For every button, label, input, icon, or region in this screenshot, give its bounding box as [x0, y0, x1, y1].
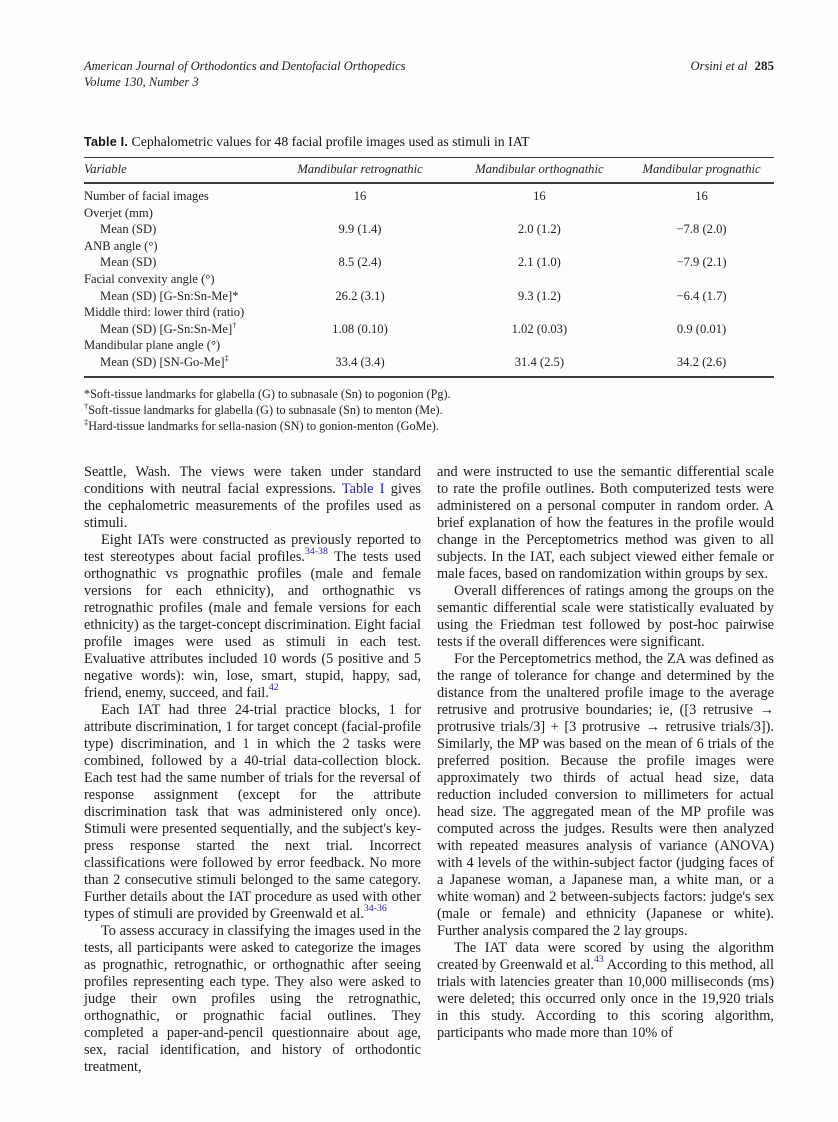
cell-value: [450, 338, 629, 355]
paragraph: [84, 923, 421, 1076]
table-header-row: [84, 158, 774, 184]
paragraph: [84, 464, 421, 532]
cell-value: 8.5 (2.4): [338, 255, 382, 270]
cell-value: 26.2 (3.1): [335, 288, 385, 303]
journal-title: American Journal of Orthodontics and Dentofacial Orthopedics: [84, 59, 406, 73]
paragraph: [84, 702, 421, 923]
table-row: [84, 205, 774, 222]
table-body: [84, 183, 774, 377]
cell-value: [450, 238, 629, 255]
text-segment: and were instructed to use the semantic differential scale to rate the profile outlines. Both computerized tests were administered on a personal computer in random order. A brief explanation of how the features in the profile would change in the Perceptometrics method was given to all subjects. In the IAT, each subject viewed either female or male faces, based on randomization within groups by sex.: [437, 463, 774, 582]
table-row: [84, 255, 774, 272]
body-text: [84, 464, 774, 1076]
column-header-variable: Variable: [84, 158, 270, 184]
cell-value: [629, 205, 774, 222]
cell-value: [450, 205, 629, 222]
paragraph: [437, 464, 774, 583]
cell-value: [270, 205, 449, 222]
citation-ref-link[interactable]: 43: [594, 953, 604, 965]
cell-value: [270, 271, 449, 288]
cell-value: 9.3 (1.2): [517, 288, 561, 303]
row-label: Mandibular plane angle (°): [84, 338, 221, 353]
row-label: Facial convexity angle (°): [84, 271, 215, 286]
table-caption: [84, 134, 774, 150]
text-segment: Eight IATs were constructed as previously reported to test stereotypes about facial profiles.: [84, 531, 421, 565]
row-label: Mean (SD): [100, 222, 157, 237]
table-caption-label: Table I.: [84, 135, 129, 149]
footnote: †Soft-tissue landmarks for glabella (G) to subnasale (Sn) to menton (Me).: [84, 400, 443, 417]
row-label: Mean (SD) [SN-Go-Me]‡: [84, 354, 270, 376]
text-segment: Seattle, Wash. The views were taken under standard conditions with neutral facial expressions.: [84, 463, 421, 497]
cell-value: [629, 238, 774, 255]
text-column-left: [84, 464, 421, 1076]
cell-value: 33.4 (3.4): [270, 354, 449, 376]
table-ref-link[interactable]: Table I: [341, 480, 385, 497]
text-segment: For the Perceptometrics method, the ZA was defined as the range of tolerance for change and determined by the distance from the unaltered profile image to the average retrusive and protrusive boundaries; ie, ([3 retrusive → protrusive trials/3] + [3 protrusive → retrusive trials/3]). Similarly, the MP was based on the mean of 6 trials of the preferred position. Because the profile images were approximately two thirds of actual head size, data reduction included conversion to millimeters for actual head size. The aggregated mean of the MP profile was computed across the judges. Results were then analyzed with repeated measures analysis of variance (ANOVA) with 4 levels of the within-subject factor (judging faces of a Japanese woman, a Japanese man, a white man, or a white woman) and 2 between-subjects factors: judge's sex (male or female) and ethnicity (Japanese or white). Further analysis compared the 2 lay groups.: [437, 650, 774, 939]
cell-value: 16: [695, 189, 708, 203]
cell-value: [270, 305, 449, 322]
text-segment: The IAT data were scored by using the algorithm created by Greenwald et al.: [437, 939, 774, 973]
cell-value: 2.1 (1.0): [517, 255, 561, 270]
row-label: Middle third: lower third (ratio): [84, 305, 245, 320]
page-content: [84, 0, 774, 1076]
cell-value: [450, 271, 629, 288]
cephalometric-table: [84, 157, 774, 378]
running-head-right: [691, 58, 774, 74]
paragraph: [437, 940, 774, 1042]
citation-ref-link[interactable]: 34-36: [363, 902, 387, 914]
citation-ref-link[interactable]: 42: [268, 681, 279, 693]
text-segment: Overall differences of ratings among the groups on the semantic differential scale were statistically evaluated by using the Friedman test followed by post-hoc pairwise tests if the overall differences were significant.: [437, 582, 774, 650]
cell-value: [270, 338, 449, 355]
footnote: ‡Hard-tissue landmarks for sella-nasion (SN) to gonion-menton (GoMe).: [84, 416, 439, 433]
running-head-left: [84, 58, 406, 90]
cell-value: −7.8 (2.0): [676, 222, 727, 237]
row-label: Mean (SD) [G-Sn:Sn-Me]*: [100, 288, 239, 303]
cell-value: [270, 238, 449, 255]
citation-ref-link[interactable]: 34-38: [305, 545, 328, 557]
column-header-prognathic: Mandibular prognathic: [629, 158, 774, 184]
cell-value: 0.9 (0.01): [676, 321, 727, 336]
text-segment: gives the cephalometric measurements of the profiles used as stimuli.: [84, 480, 421, 531]
running-head-authors: Orsini et al: [690, 59, 748, 73]
cell-value: −7.9 (2.1): [676, 255, 727, 270]
cell-value: [629, 271, 774, 288]
row-label: Number of facial images: [84, 189, 209, 203]
text-segment: The tests used orthognathic vs prognathic profiles (male and female versions for each ethnicity), and orthognathic vs retrognathic profiles (male and female versions for each ethnicity) as the target-concept discrimination. Eight facial profile images were used as stimuli in each test. Evaluative attributes included 10 words (5 positive and 5 negative words): win, lose, smart, stupid, happy, sad, friend, enemy, succeed, and fail.: [84, 548, 422, 701]
text-segment: According to this method, all trials with latencies greater than 10,000 milliseconds (ms) were deleted; this occurred only once in the 19,920 trials in this study. According to this scoring algorithm, participants who made more than 10% of: [437, 956, 774, 1041]
column-header-orthognathic: Mandibular orthognathic: [450, 158, 629, 184]
cell-value: 16: [533, 189, 546, 203]
cell-value: 1.02 (0.03): [511, 321, 568, 336]
column-header-retrognathic: Mandibular retrognathic: [270, 158, 449, 184]
cell-value: 34.2 (2.6): [629, 354, 774, 376]
table-block: [84, 134, 774, 434]
table-row: [84, 238, 774, 255]
page-number: 285: [754, 58, 774, 73]
paragraph: [437, 651, 774, 940]
cell-value: [629, 305, 774, 322]
cell-value: 2.0 (1.2): [517, 222, 561, 237]
row-label: Mean (SD): [100, 255, 157, 270]
table-caption-title: Cephalometric values for 48 facial profile images used as stimuli in IAT: [131, 134, 530, 149]
row-label: ANB angle (°): [84, 238, 158, 253]
text-segment: To assess accuracy in classifying the images used in the tests, all participants were asked to categorize the images as prognathic, retrognathic, or orthognathic after seeing profiles representing each type. They also were asked to judge their own profiles using the retrognathic, orthognathic, or prognathic facial outlines. They completed a paper-and-pencil questionnaire about age, sex, racial identification, and history of orthodontic treatment,: [84, 922, 421, 1075]
cell-value: 9.9 (1.4): [338, 222, 382, 237]
footnote: *Soft-tissue landmarks for glabella (G) to subnasale (Sn) to pogonion (Pg).: [84, 386, 451, 401]
journal-volume-line: Volume 130, Number 3: [84, 75, 199, 89]
table-row: [84, 338, 774, 355]
cell-value: 16: [353, 189, 367, 203]
table-row: [84, 354, 774, 376]
running-head: [84, 58, 774, 90]
cell-value: [629, 338, 774, 355]
table-row: [84, 321, 774, 338]
paragraph: [84, 532, 421, 702]
table-row: [84, 305, 774, 322]
cell-value: 1.08 (0.10): [332, 321, 388, 336]
table-row: [84, 288, 774, 305]
paragraph: [437, 583, 774, 651]
cell-value: 31.4 (2.5): [450, 354, 629, 376]
table-footnotes: [84, 386, 774, 434]
text-segment: Each IAT had three 24-trial practice blocks, 1 for attribute discrimination, 1 for target concept (facial-profile type) discrimination, and 1 in which the 2 tasks were combined, followed by a 40-trial data-collection block. Each test had the same number of trials for the reversal of response assignment (except for the attribute discrimination task that was administered only once). Stimuli were presented sequentially, and the subject's key-press response started the next trial. Incorrect classifications were followed by error feedback. No more than 2 consecutive stimuli belonged to the same category. Further details about the IAT procedure as used with other types of stimuli are provided by Greenwald et al.: [84, 701, 421, 922]
table-row: [84, 222, 774, 239]
cell-value: −6.4 (1.7): [676, 288, 727, 303]
text-column-right: [437, 464, 774, 1076]
row-label: Mean (SD) [G-Sn:Sn-Me]†: [100, 319, 237, 336]
cell-value: [450, 305, 629, 322]
row-label: Overjet (mm): [84, 205, 153, 220]
table-row: [84, 183, 774, 205]
table-row: [84, 271, 774, 288]
